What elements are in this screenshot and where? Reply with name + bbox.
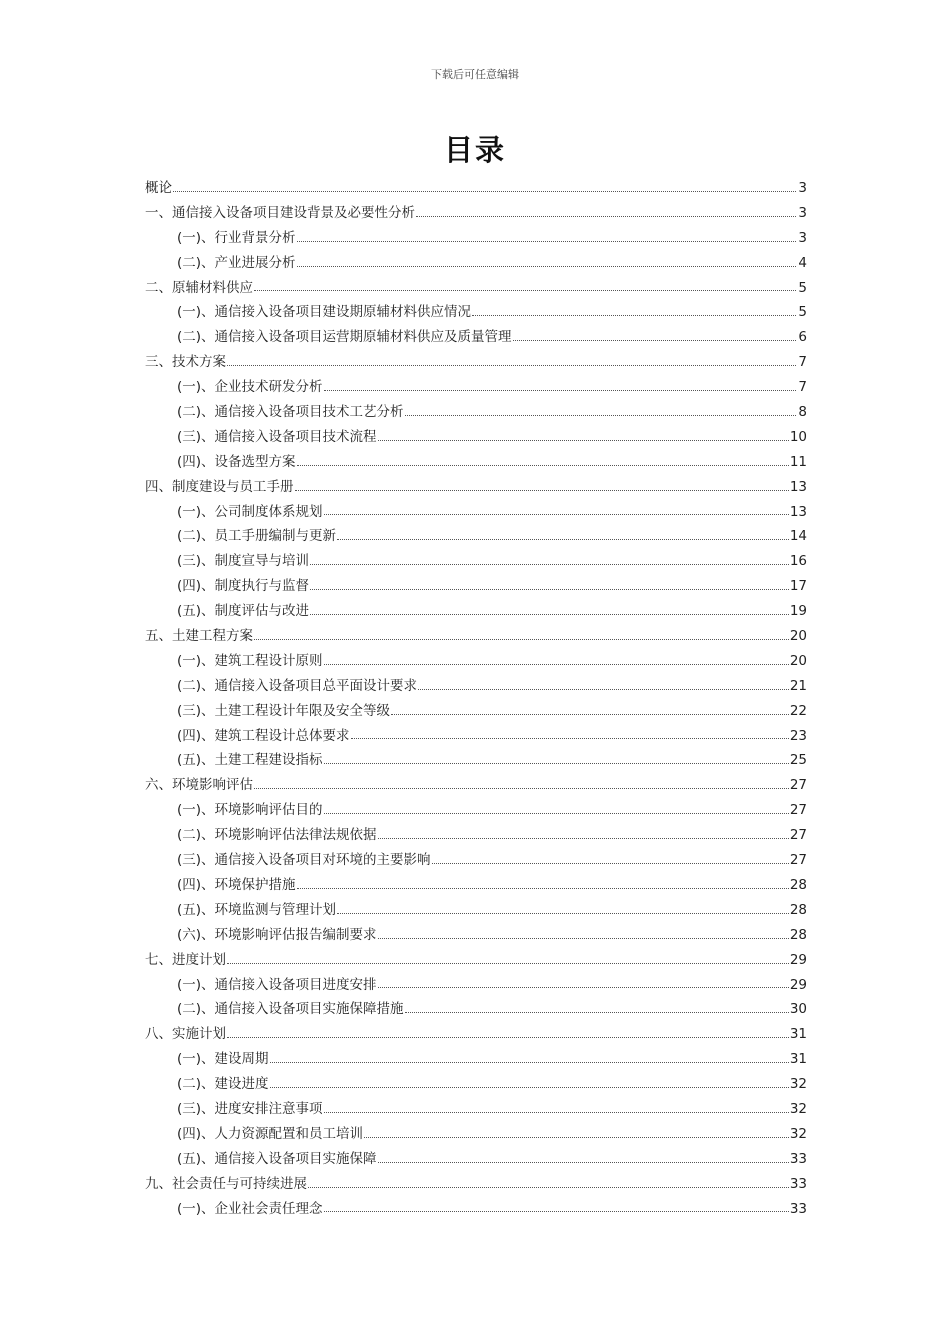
toc-entry[interactable] (145, 549, 807, 574)
toc-page-number: 31 (789, 1026, 807, 1043)
toc-entry[interactable] (145, 524, 807, 549)
toc-entry-text: 六、环境影响评估 (145, 777, 253, 794)
toc-entry-text: (二)、建设进度 (177, 1076, 269, 1093)
toc-page-number: 20 (789, 652, 807, 669)
toc-entry-text: (二)、产业进展分析 (177, 254, 296, 271)
toc-entry[interactable] (145, 574, 807, 599)
toc-entry-text: (五)、土建工程建设指标 (177, 752, 323, 769)
toc-entry-text: 五、土建工程方案 (145, 628, 253, 645)
toc-dot-leader (324, 513, 789, 515)
toc-page-number: 28 (789, 876, 807, 893)
toc-entry-text: (四)、设备选型方案 (177, 453, 296, 470)
toc-entry-text: (四)、环境保护措施 (177, 876, 296, 893)
toc-entry[interactable] (145, 724, 807, 749)
toc-entry[interactable] (145, 300, 807, 325)
toc-page-number: 27 (789, 827, 807, 844)
toc-entry-text: 四、制度建设与员工手册 (145, 478, 294, 495)
toc-entry[interactable] (145, 425, 807, 450)
toc-dot-leader (297, 887, 789, 889)
toc-entry[interactable] (145, 973, 807, 998)
toc-page-number: 10 (789, 428, 807, 445)
toc-page-number: 4 (798, 254, 807, 271)
toc-entry[interactable] (145, 226, 807, 251)
toc-entry-text: (四)、制度执行与监督 (177, 578, 310, 595)
toc-entry-text: (三)、进度安排注意事项 (177, 1100, 323, 1117)
toc-entry[interactable] (145, 251, 807, 276)
toc-entry[interactable] (145, 1072, 807, 1097)
toc-entry[interactable] (145, 748, 807, 773)
toc-entry-text: (四)、人力资源配置和员工培训 (177, 1125, 364, 1142)
toc-dot-leader (378, 439, 789, 441)
toc-entry[interactable] (145, 898, 807, 923)
toc-entry-text: (一)、行业背景分析 (177, 229, 296, 246)
toc-entry[interactable] (145, 400, 807, 425)
toc-entry-text: (一)、环境影响评估目的 (177, 802, 323, 819)
toc-dot-leader (378, 937, 789, 939)
toc-dot-leader (472, 314, 796, 316)
toc-entry[interactable] (145, 798, 807, 823)
toc-entry[interactable] (145, 773, 807, 798)
toc-page-number: 22 (789, 702, 807, 719)
toc-dot-leader (295, 489, 789, 491)
toc-entry-text: (五)、通信接入设备项目实施保障 (177, 1150, 377, 1167)
toc-entry-text: (一)、通信接入设备项目建设期原辅材料供应情况 (177, 304, 472, 321)
toc-entry[interactable] (145, 1147, 807, 1172)
toc-entry-text: 九、社会责任与可持续进展 (145, 1175, 307, 1192)
toc-page-number: 13 (789, 503, 807, 520)
toc-entry[interactable] (145, 276, 807, 301)
toc-page-number: 29 (789, 951, 807, 968)
toc-entry-text: (二)、通信接入设备项目总平面设计要求 (177, 677, 418, 694)
toc-page-number: 3 (798, 229, 807, 246)
toc-page-number: 20 (789, 628, 807, 645)
toc-entry[interactable] (145, 948, 807, 973)
toc-dot-leader (324, 663, 789, 665)
toc-entry-text: (一)、企业技术研发分析 (177, 379, 323, 396)
toc-page-number: 3 (798, 204, 807, 221)
toc-dot-leader (310, 563, 789, 565)
toc-page-number: 8 (798, 404, 807, 421)
toc-dot-leader (432, 862, 789, 864)
toc-entry-text: (三)、通信接入设备项目对环境的主要影响 (177, 852, 431, 869)
toc-entry[interactable] (145, 699, 807, 724)
toc-entry-text: (二)、通信接入设备项目技术工艺分析 (177, 404, 404, 421)
toc-dot-leader (337, 538, 789, 540)
toc-dot-leader (405, 414, 796, 416)
toc-entry[interactable] (145, 350, 807, 375)
toc-page-number: 32 (789, 1100, 807, 1117)
toc-dot-leader (324, 1210, 789, 1212)
toc-dot-leader (308, 1186, 789, 1188)
toc-entry[interactable] (145, 475, 807, 500)
toc-page-number: 21 (789, 677, 807, 694)
toc-dot-leader (310, 588, 789, 590)
toc-page-number: 6 (798, 329, 807, 346)
header-note: 下载后可任意编辑 (431, 68, 519, 81)
toc-entry[interactable] (145, 624, 807, 649)
toc-entry[interactable] (145, 375, 807, 400)
toc-entry-text: 八、实施计划 (145, 1026, 226, 1043)
toc-entry[interactable] (145, 1022, 807, 1047)
toc-page-number: 29 (789, 976, 807, 993)
toc-entry[interactable] (145, 1047, 807, 1072)
toc-entry-text: (四)、建筑工程设计总体要求 (177, 727, 350, 744)
toc-page-number: 32 (789, 1125, 807, 1142)
toc-page-number: 14 (789, 528, 807, 545)
toc-page-number: 27 (789, 777, 807, 794)
toc-dot-leader (378, 837, 789, 839)
toc-entry-text: (二)、环境影响评估法律法规依据 (177, 827, 377, 844)
toc-dot-leader (297, 240, 796, 242)
toc-entry[interactable] (145, 500, 807, 525)
toc-page-number: 16 (789, 553, 807, 570)
toc-dot-leader (351, 737, 789, 739)
toc-entry-text: 概论 (145, 180, 172, 196)
toc-dot-leader (297, 464, 789, 466)
toc-page-number: 7 (798, 354, 807, 371)
toc-dot-leader (254, 289, 796, 291)
toc-page-number: 11 (789, 453, 807, 470)
toc-page-number: 3 (798, 180, 807, 196)
toc-page-number: 28 (789, 926, 807, 943)
toc-dot-leader (364, 1136, 789, 1138)
toc-dot-leader (310, 613, 789, 615)
toc-dot-leader (324, 389, 796, 391)
toc-dot-leader (391, 713, 789, 715)
toc-entry-text: (二)、员工手册编制与更新 (177, 528, 337, 545)
toc-dot-leader (254, 638, 789, 640)
toc-entry-text: (一)、建设周期 (177, 1051, 269, 1068)
toc-entry-text: 一、通信接入设备项目建设背景及必要性分析 (145, 204, 415, 221)
toc-dot-leader (270, 1061, 789, 1063)
toc-dot-leader (324, 762, 789, 764)
toc-entry[interactable] (145, 823, 807, 848)
toc-entry[interactable] (145, 450, 807, 475)
toc-dot-leader (324, 812, 789, 814)
toc-page-number: 19 (789, 603, 807, 620)
toc-dot-leader (378, 1161, 789, 1163)
toc-entry[interactable] (145, 873, 807, 898)
toc-entry-text: (五)、制度评估与改进 (177, 603, 310, 620)
toc-list (145, 176, 807, 1221)
toc-entry-text: (一)、建筑工程设计原则 (177, 652, 323, 669)
toc-dot-leader (418, 688, 789, 690)
toc-entry-text: (二)、通信接入设备项目运营期原辅材料供应及质量管理 (177, 329, 512, 346)
toc-entry-text: 二、原辅材料供应 (145, 279, 253, 296)
toc-entry[interactable] (145, 674, 807, 699)
toc-page-number: 27 (789, 852, 807, 869)
toc-page-number: 23 (789, 727, 807, 744)
toc-dot-leader (254, 787, 789, 789)
toc-dot-leader (416, 215, 796, 217)
toc-page-number: 31 (789, 1051, 807, 1068)
toc-page-number: 32 (789, 1076, 807, 1093)
toc-entry[interactable] (145, 599, 807, 624)
toc-dot-leader (324, 1111, 789, 1113)
toc-page-number: 17 (789, 578, 807, 595)
toc-entry[interactable] (145, 848, 807, 873)
toc-page-number: 28 (789, 901, 807, 918)
toc-entry-text: (二)、通信接入设备项目实施保障措施 (177, 1001, 404, 1018)
toc-dot-leader (337, 912, 789, 914)
toc-dot-leader (227, 364, 796, 366)
toc-entry[interactable] (145, 1122, 807, 1147)
toc-title: 目录 (443, 133, 506, 167)
toc-page-number: 7 (798, 379, 807, 396)
toc-entry[interactable] (145, 176, 807, 201)
toc-page-number: 25 (789, 752, 807, 769)
toc-entry[interactable] (145, 1197, 807, 1222)
toc-page-number: 5 (798, 304, 807, 321)
toc-page-number: 5 (798, 279, 807, 296)
toc-entry[interactable] (145, 1172, 807, 1197)
toc-entry-text: (三)、土建工程设计年限及安全等级 (177, 702, 391, 719)
toc-entry-text: (三)、制度宣导与培训 (177, 553, 310, 570)
toc-page-number: 30 (789, 1001, 807, 1018)
toc-page-number: 27 (789, 802, 807, 819)
toc-dot-leader (297, 265, 796, 267)
toc-entry[interactable] (145, 1097, 807, 1122)
toc-entry-text: (一)、公司制度体系规划 (177, 503, 323, 520)
toc-page-number: 33 (789, 1175, 807, 1192)
toc-page-number: 33 (789, 1150, 807, 1167)
toc-dot-leader (227, 1036, 789, 1038)
toc-entry-text: 三、技术方案 (145, 354, 226, 371)
toc-entry[interactable] (145, 201, 807, 226)
toc-dot-leader (270, 1086, 789, 1088)
toc-entry-text: (三)、通信接入设备项目技术流程 (177, 428, 377, 445)
toc-dot-leader (173, 190, 796, 192)
toc-entry-text: (一)、通信接入设备项目进度安排 (177, 976, 377, 993)
toc-entry[interactable] (145, 997, 807, 1022)
toc-page-number: 13 (789, 478, 807, 495)
toc-dot-leader (513, 339, 796, 341)
toc-page-number: 33 (789, 1200, 807, 1217)
toc-dot-leader (405, 1011, 789, 1013)
toc-dot-leader (227, 962, 789, 964)
toc-entry-text: 七、进度计划 (145, 951, 226, 968)
toc-entry[interactable] (145, 325, 807, 350)
toc-entry-text: (一)、企业社会责任理念 (177, 1200, 323, 1217)
toc-dot-leader (378, 986, 789, 988)
toc-entry-text: (五)、环境监测与管理计划 (177, 901, 337, 918)
toc-entry-text: (六)、环境影响评估报告编制要求 (177, 926, 377, 943)
toc-entry[interactable] (145, 649, 807, 674)
toc-entry[interactable] (145, 923, 807, 948)
